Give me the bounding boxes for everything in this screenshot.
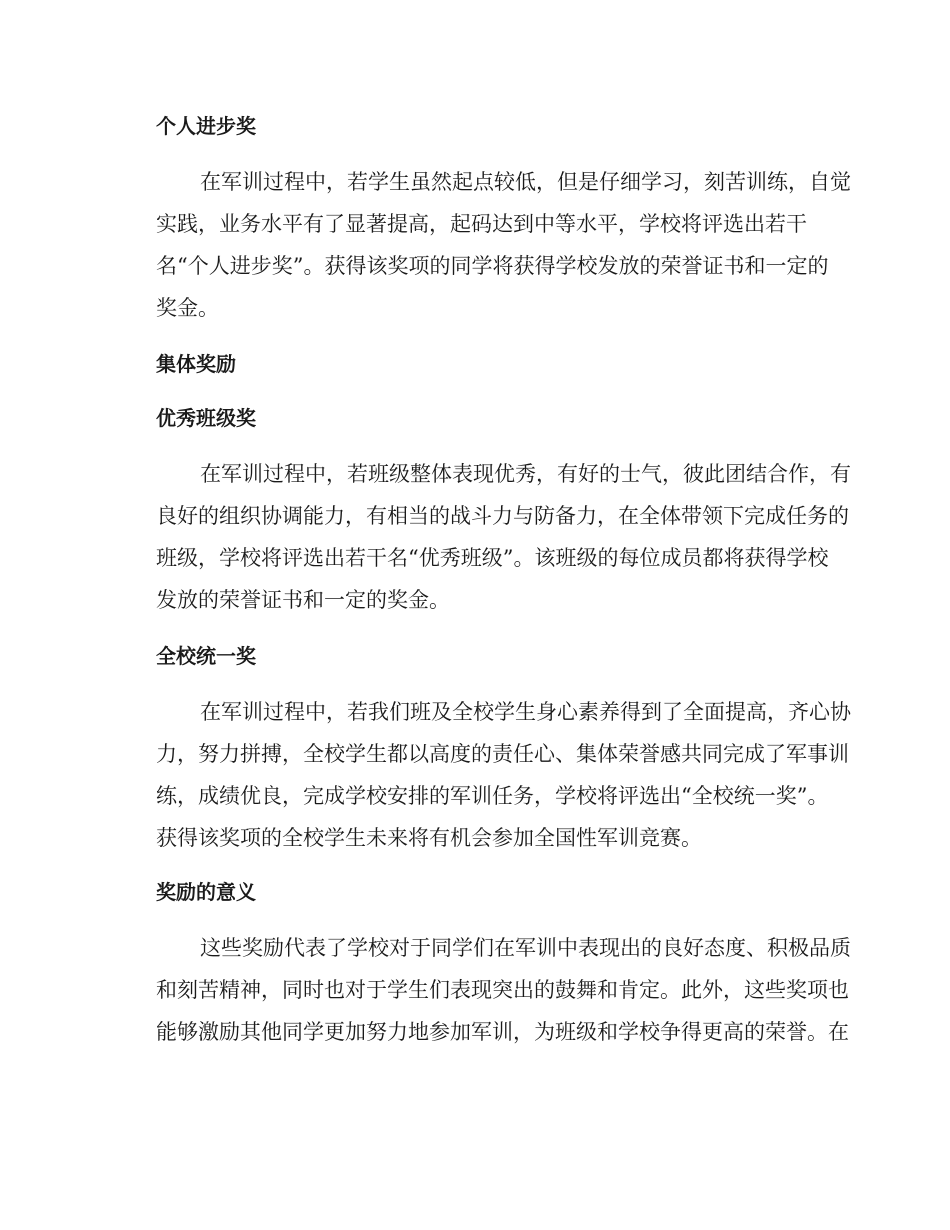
text-line: 名“个人进步奖”。获得该奖项的同学将获得学校发放的荣誉证书和一定的	[156, 254, 829, 278]
section-heading-significance: 奖励的意义	[156, 880, 256, 904]
section-heading-school-wide: 全校统一奖	[156, 644, 256, 668]
section-heading-personal-progress: 个人进步奖	[156, 114, 256, 138]
paragraph-school-wide	[112, 691, 851, 859]
text-line: 班级，学校将评选出若干名“优秀班级”。该班级的每位成员都将获得学校	[156, 546, 829, 570]
text-line: 力，努力拼搏，全校学生都以高度的责任心、集体荣誉感共同完成了军事训	[156, 742, 849, 766]
paragraph-excellent-class	[112, 453, 851, 621]
text-line: 能够激励其他同学更加努力地参加军训，为班级和学校争得更高的荣誉。在	[156, 1020, 849, 1044]
text-line: 练，成绩优良，完成学校安排的军训任务，学校将评选出“全校统一奖”。	[156, 784, 829, 808]
text-line: 发放的荣誉证书和一定的奖金。	[156, 588, 450, 612]
text-line: 获得该奖项的全校学生未来将有机会参加全国性军训竞赛。	[156, 826, 702, 850]
text-line: 这些奖励代表了学校对于同学们在军训中表现出的良好态度、积极品质	[200, 936, 851, 960]
text-line: 奖金。	[156, 296, 219, 320]
paragraph-personal-progress	[112, 161, 851, 329]
text-line: 在军训过程中，若我们班及全校学生身心素养得到了全面提高，齐心协	[200, 700, 851, 724]
text-line: 和刻苦精神，同时也对于学生们表现突出的鼓舞和肯定。此外，这些奖项也	[156, 978, 849, 1002]
text-line: 在军训过程中，若学生虽然起点较低，但是仔细学习，刻苦训练，自觉	[200, 170, 851, 194]
text-line: 实践，业务水平有了显著提高，起码达到中等水平，学校将评选出若干	[156, 212, 807, 236]
text-line: 在军训过程中，若班级整体表现优秀，有好的士气，彼此团结合作，有	[200, 462, 851, 486]
paragraph-significance	[112, 927, 851, 1053]
text-line: 良好的组织协调能力，有相当的战斗力与防备力，在全体带领下完成任务的	[156, 504, 849, 528]
section-heading-excellent-class: 优秀班级奖	[156, 406, 256, 430]
section-heading-collective-awards: 集体奖励	[156, 352, 236, 376]
